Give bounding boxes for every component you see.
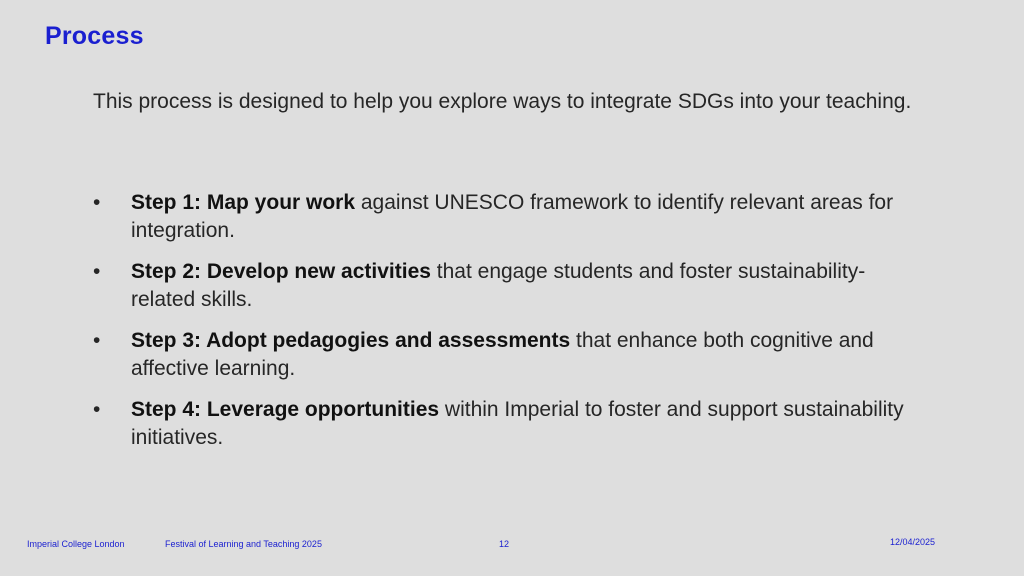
step-item-3 xyxy=(93,327,913,383)
step-1-heading: Step 1: Map your work xyxy=(131,191,356,214)
bullet-icon: • xyxy=(93,260,101,283)
step-item-4 xyxy=(93,396,913,452)
step-4-description: within Imperial to foster and support sustainability initiatives. xyxy=(131,398,904,449)
step-1-description: against UNESCO framework to identify relevant areas for integration. xyxy=(131,191,894,242)
footer-page-number: 12 xyxy=(499,539,510,549)
step-item-2 xyxy=(93,258,913,314)
step-item-1 xyxy=(93,189,913,245)
step-4-heading: Step 4: Leverage opportunities xyxy=(131,398,440,421)
steps-list xyxy=(93,189,913,465)
footer-event-name: Festival of Learning and Teaching 2025 xyxy=(165,539,322,549)
bullet-icon: • xyxy=(93,191,101,214)
bullet-icon: • xyxy=(93,398,101,421)
step-3-description: that enhance both cognitive and affective learning. xyxy=(131,329,874,380)
slide-title: Process xyxy=(45,22,144,50)
intro-paragraph: This process is designed to help you explore ways to integrate SDGs into your teaching. xyxy=(93,90,912,113)
bullet-icon: • xyxy=(93,329,101,352)
footer-organization: Imperial College London xyxy=(27,539,125,549)
footer-date: 12/04/2025 xyxy=(890,537,936,547)
step-2-heading: Step 2: Develop new activities xyxy=(131,260,431,283)
step-2-description: that engage students and foster sustainability-related skills. xyxy=(131,260,866,311)
step-3-heading: Step 3: Adopt pedagogies and assessments xyxy=(131,329,571,352)
